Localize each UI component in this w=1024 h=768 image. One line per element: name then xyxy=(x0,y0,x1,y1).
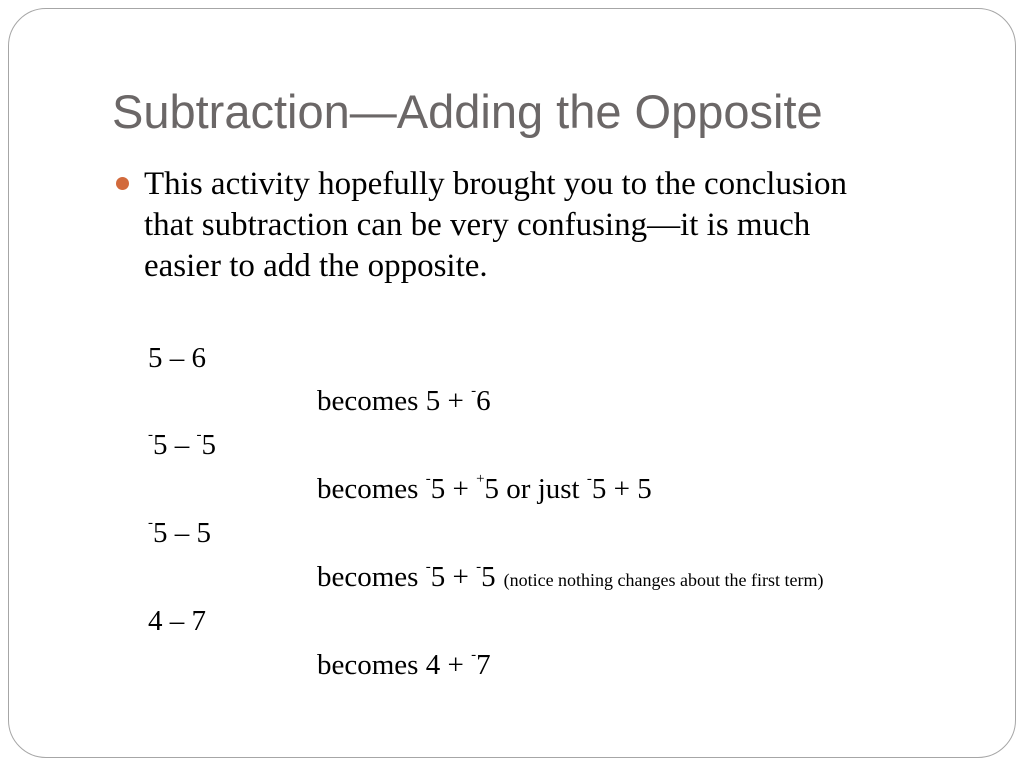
example-3-result: becomes -5 + -5 (notice nothing changes about the first term) xyxy=(317,559,824,593)
example-3-note: (notice nothing changes about the first term) xyxy=(503,570,824,590)
bullet-text xyxy=(144,164,994,287)
example-3-problem: -5 – 5 xyxy=(148,515,211,549)
example-4-result: becomes 4 + -7 xyxy=(317,647,491,681)
example-1-problem: 5 – 6 xyxy=(148,342,206,374)
bullet-line-3: easier to add the opposite. xyxy=(144,248,488,284)
bullet-line-2: that subtraction can be very confusing—it is much xyxy=(144,207,811,243)
example-2-result: becomes -5 + +5 or just -5 + 5 xyxy=(317,471,652,505)
example-2-problem: -5 – -5 xyxy=(148,427,216,461)
bullet-line-1: This activity hopefully brought you to the conclusion xyxy=(144,166,847,202)
bullet-dot-icon xyxy=(116,177,129,190)
example-1-result: becomes 5 + -6 xyxy=(317,383,491,417)
example-4-problem: 4 – 7 xyxy=(148,605,206,637)
slide-title: Subtraction—Adding the Opposite xyxy=(112,85,823,138)
